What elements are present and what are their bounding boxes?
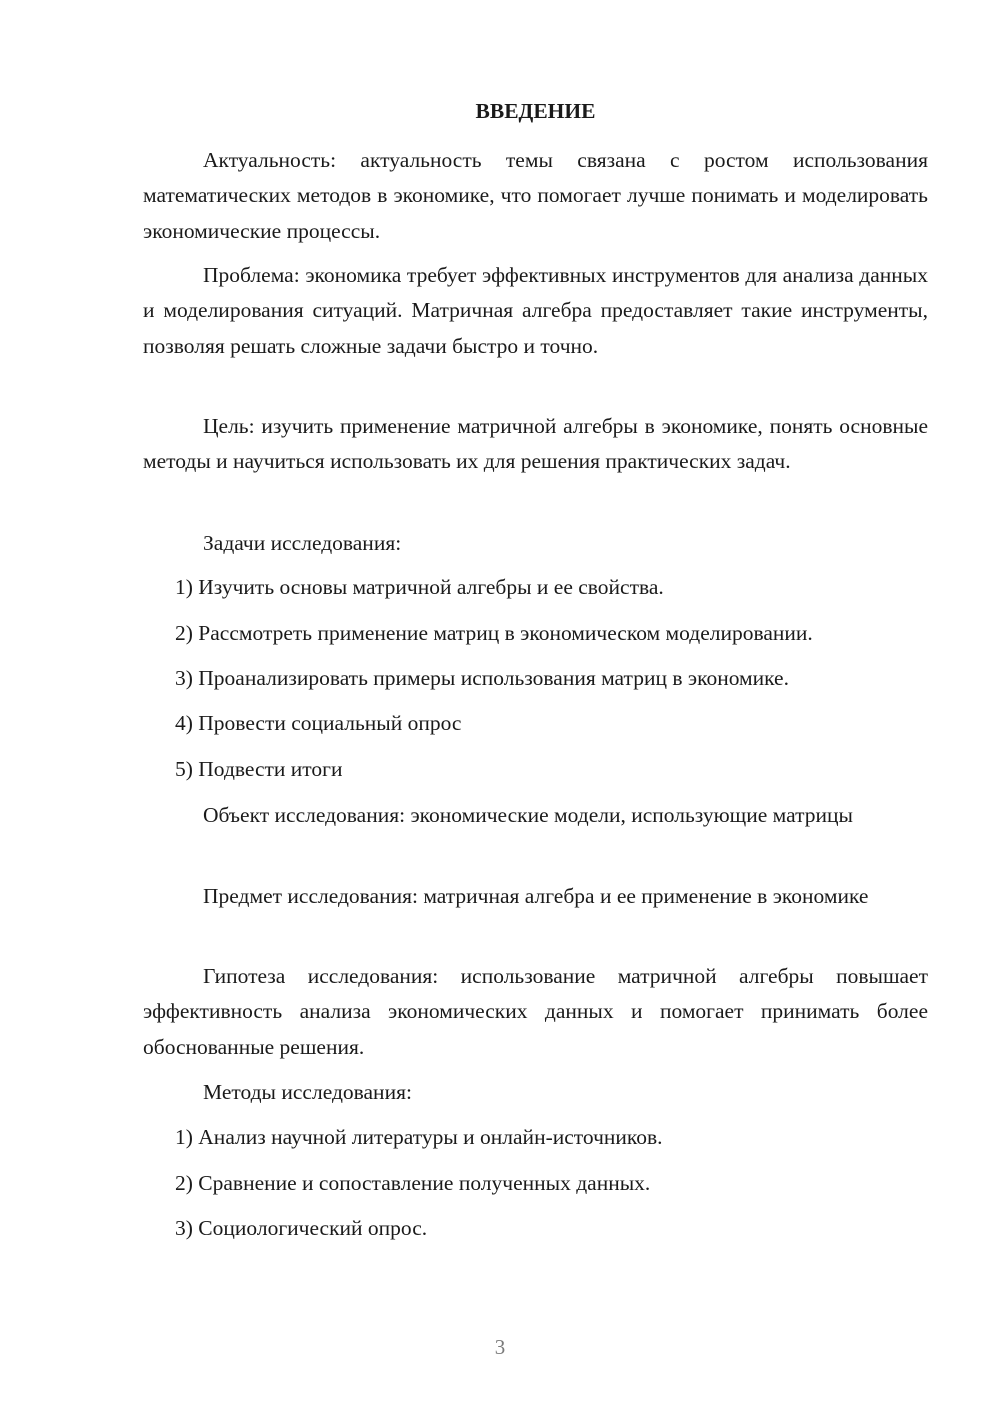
task-list-item: 5) Подвести итоги	[175, 757, 343, 781]
task-list-item: 3) Проанализировать примеры использования матриц в экономике.	[175, 666, 789, 690]
method-list-item: 1) Анализ научной литературы и онлайн-источников.	[175, 1125, 663, 1149]
task-list-item: 2) Рассмотреть применение матриц в экономическом моделировании.	[175, 621, 813, 645]
page-number: 3	[494, 1335, 506, 1359]
section-heading: ВВЕДЕНИЕ	[475, 99, 596, 123]
method-list-item: 2) Сравнение и сопоставление полученных данных.	[175, 1171, 651, 1195]
method-list-item: 3) Социологический опрос.	[175, 1216, 428, 1240]
methods-title: Методы исследования:	[203, 1080, 412, 1104]
subject-paragraph: Предмет исследования: матричная алгебра и ее применение в экономике	[203, 884, 869, 908]
problem-paragraph: Проблема: экономика требует эффективных инструментов для анализа данных и моделирования ситуаций. Матричная алгебра предоставляет такие инструменты, позволяя решать сложные задачи быстро и точно.	[143, 263, 928, 358]
hypothesis-paragraph: Гипотеза исследования: использование матричной алгебры повышает эффективность анализа экономических данных и помогает принимать более обоснованные решения.	[143, 964, 928, 1059]
relevance-paragraph: Актуальность: актуальность темы связана с ростом использования математических методов в экономике, что помогает лучше понимать и моделировать экономические процессы.	[143, 148, 928, 243]
task-list-item: 4) Провести социальный опрос	[175, 711, 462, 735]
task-list-item: 1) Изучить основы матричной алгебры и ее свойства.	[175, 575, 664, 599]
tasks-title: Задачи исследования:	[203, 531, 402, 555]
goal-paragraph: Цель: изучить применение матричной алгебры в экономике, понять основные методы и научиться использовать их для решения практических задач.	[143, 414, 928, 474]
object-paragraph: Объект исследования: экономические модели, использующие матрицы	[203, 803, 853, 827]
